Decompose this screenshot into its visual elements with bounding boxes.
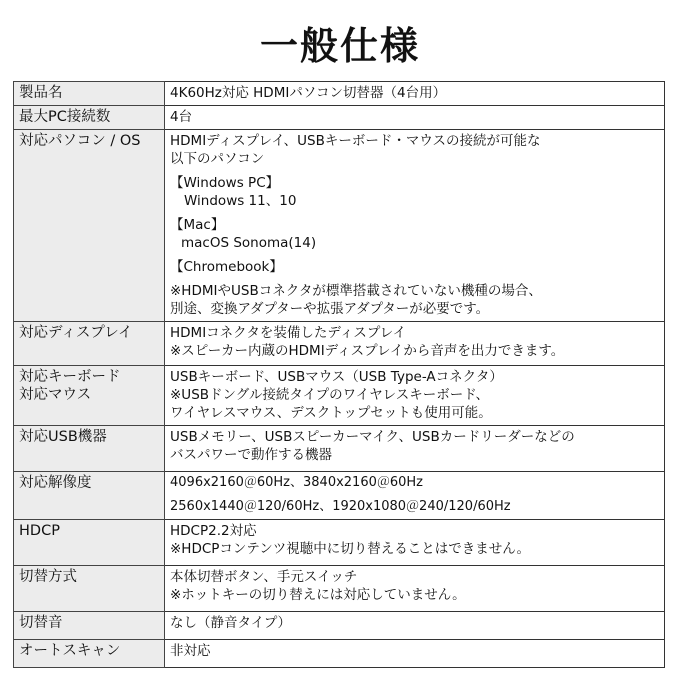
value-text: 2560x1440＠120/60Hz、1920x1080＠240/120/60Hz — [170, 499, 511, 514]
value-text: 4096x2160＠60Hz、3840x2160＠60Hz — [170, 475, 424, 490]
row-value — [165, 520, 665, 566]
value-text: ※HDCPコンテンツ視聴中に切り替えることはできません。 — [170, 541, 531, 557]
value-text: HDMIディスプレイ、USBキーボード・マウスの接続が可能な — [170, 133, 541, 149]
value-text: 以下のパソコン — [170, 151, 265, 167]
value-text: 4台 — [170, 109, 193, 125]
row-label — [14, 366, 165, 426]
label-text: 対応ディスプレイ — [19, 325, 133, 341]
label-text: 切替方式 — [19, 569, 77, 585]
value-text: macOS Sonoma(14) — [181, 235, 317, 251]
row-value — [165, 130, 665, 322]
value-text: Windows 11、10 — [184, 193, 297, 209]
row-value — [165, 566, 665, 612]
label-text: HDCP — [19, 523, 60, 539]
value-text: なし（静音タイプ） — [170, 615, 291, 631]
value-text: 【Mac】 — [170, 217, 225, 233]
label-text: 対応パソコン / OS — [19, 133, 141, 149]
row-label — [14, 612, 165, 640]
row-label — [14, 566, 165, 612]
table-row — [14, 322, 665, 366]
value-text: 本体切替ボタン、手元スイッチ — [170, 569, 358, 585]
row-label — [14, 82, 165, 106]
table-row — [14, 640, 665, 668]
row-value — [165, 106, 665, 130]
value-text: 非対応 — [170, 643, 211, 659]
table-row — [14, 82, 665, 106]
row-value — [165, 82, 665, 106]
value-text: ※スピーカー内蔵のHDMIディスプレイから音声を出力できます。 — [170, 343, 565, 359]
label-text: 最大PC接続数 — [19, 109, 111, 125]
row-label — [14, 472, 165, 520]
spec-table — [13, 81, 665, 668]
row-label — [14, 426, 165, 472]
row-label — [14, 130, 165, 322]
label-text: 製品名 — [19, 85, 63, 101]
row-label — [14, 322, 165, 366]
row-label — [14, 106, 165, 130]
label-text: 対応キーボード — [19, 369, 121, 385]
value-text: ※HDMIやUSBコネクタが標準搭載されていない機種の場合、 — [170, 283, 542, 299]
row-value — [165, 366, 665, 426]
label-text: オートスキャン — [19, 643, 121, 659]
table-row — [14, 130, 665, 322]
label-text: 対応USB機器 — [19, 429, 107, 445]
table-row — [14, 520, 665, 566]
page-title: 一般仕様 — [259, 24, 420, 68]
row-value — [165, 322, 665, 366]
value-text: 【Chromebook】 — [170, 259, 283, 275]
table-row — [14, 426, 665, 472]
value-text: ※ホットキーの切り替えには対応していません。 — [170, 587, 466, 603]
row-label — [14, 640, 165, 668]
value-text: USBキーボード、USBマウス（USB Type-Aコネクタ） — [170, 369, 503, 385]
label-text: 切替音 — [19, 615, 63, 631]
label-text: 対応解像度 — [19, 475, 92, 491]
value-text: ワイヤレスマウス、デスクトップセットも使用可能。 — [170, 405, 492, 421]
table-row — [14, 106, 665, 130]
row-value — [165, 472, 665, 520]
value-text: USBメモリー、USBスピーカーマイク、USBカードリーダーなどの — [170, 429, 575, 445]
row-value — [165, 640, 665, 668]
table-row — [14, 472, 665, 520]
table-row — [14, 366, 665, 426]
value-text: HDMIコネクタを装備したディスプレイ — [170, 325, 407, 341]
value-text: バスパワーで動作する機器 — [170, 447, 332, 463]
row-value — [165, 612, 665, 640]
table-row — [14, 612, 665, 640]
row-label — [14, 520, 165, 566]
value-text: 別途、変換アダプターや拡張アダプターが必要です。 — [170, 301, 490, 317]
value-text: HDCP2.2対応 — [170, 523, 257, 539]
value-text: ※USBドングル接続タイプのワイヤレスキーボード、 — [170, 387, 490, 403]
value-text: 【Windows PC】 — [170, 175, 280, 191]
label-text: 対応マウス — [19, 387, 92, 403]
value-text: 4K60Hz対応 HDMIパソコン切替器（4台用） — [170, 85, 447, 101]
row-value — [165, 426, 665, 472]
table-row — [14, 566, 665, 612]
